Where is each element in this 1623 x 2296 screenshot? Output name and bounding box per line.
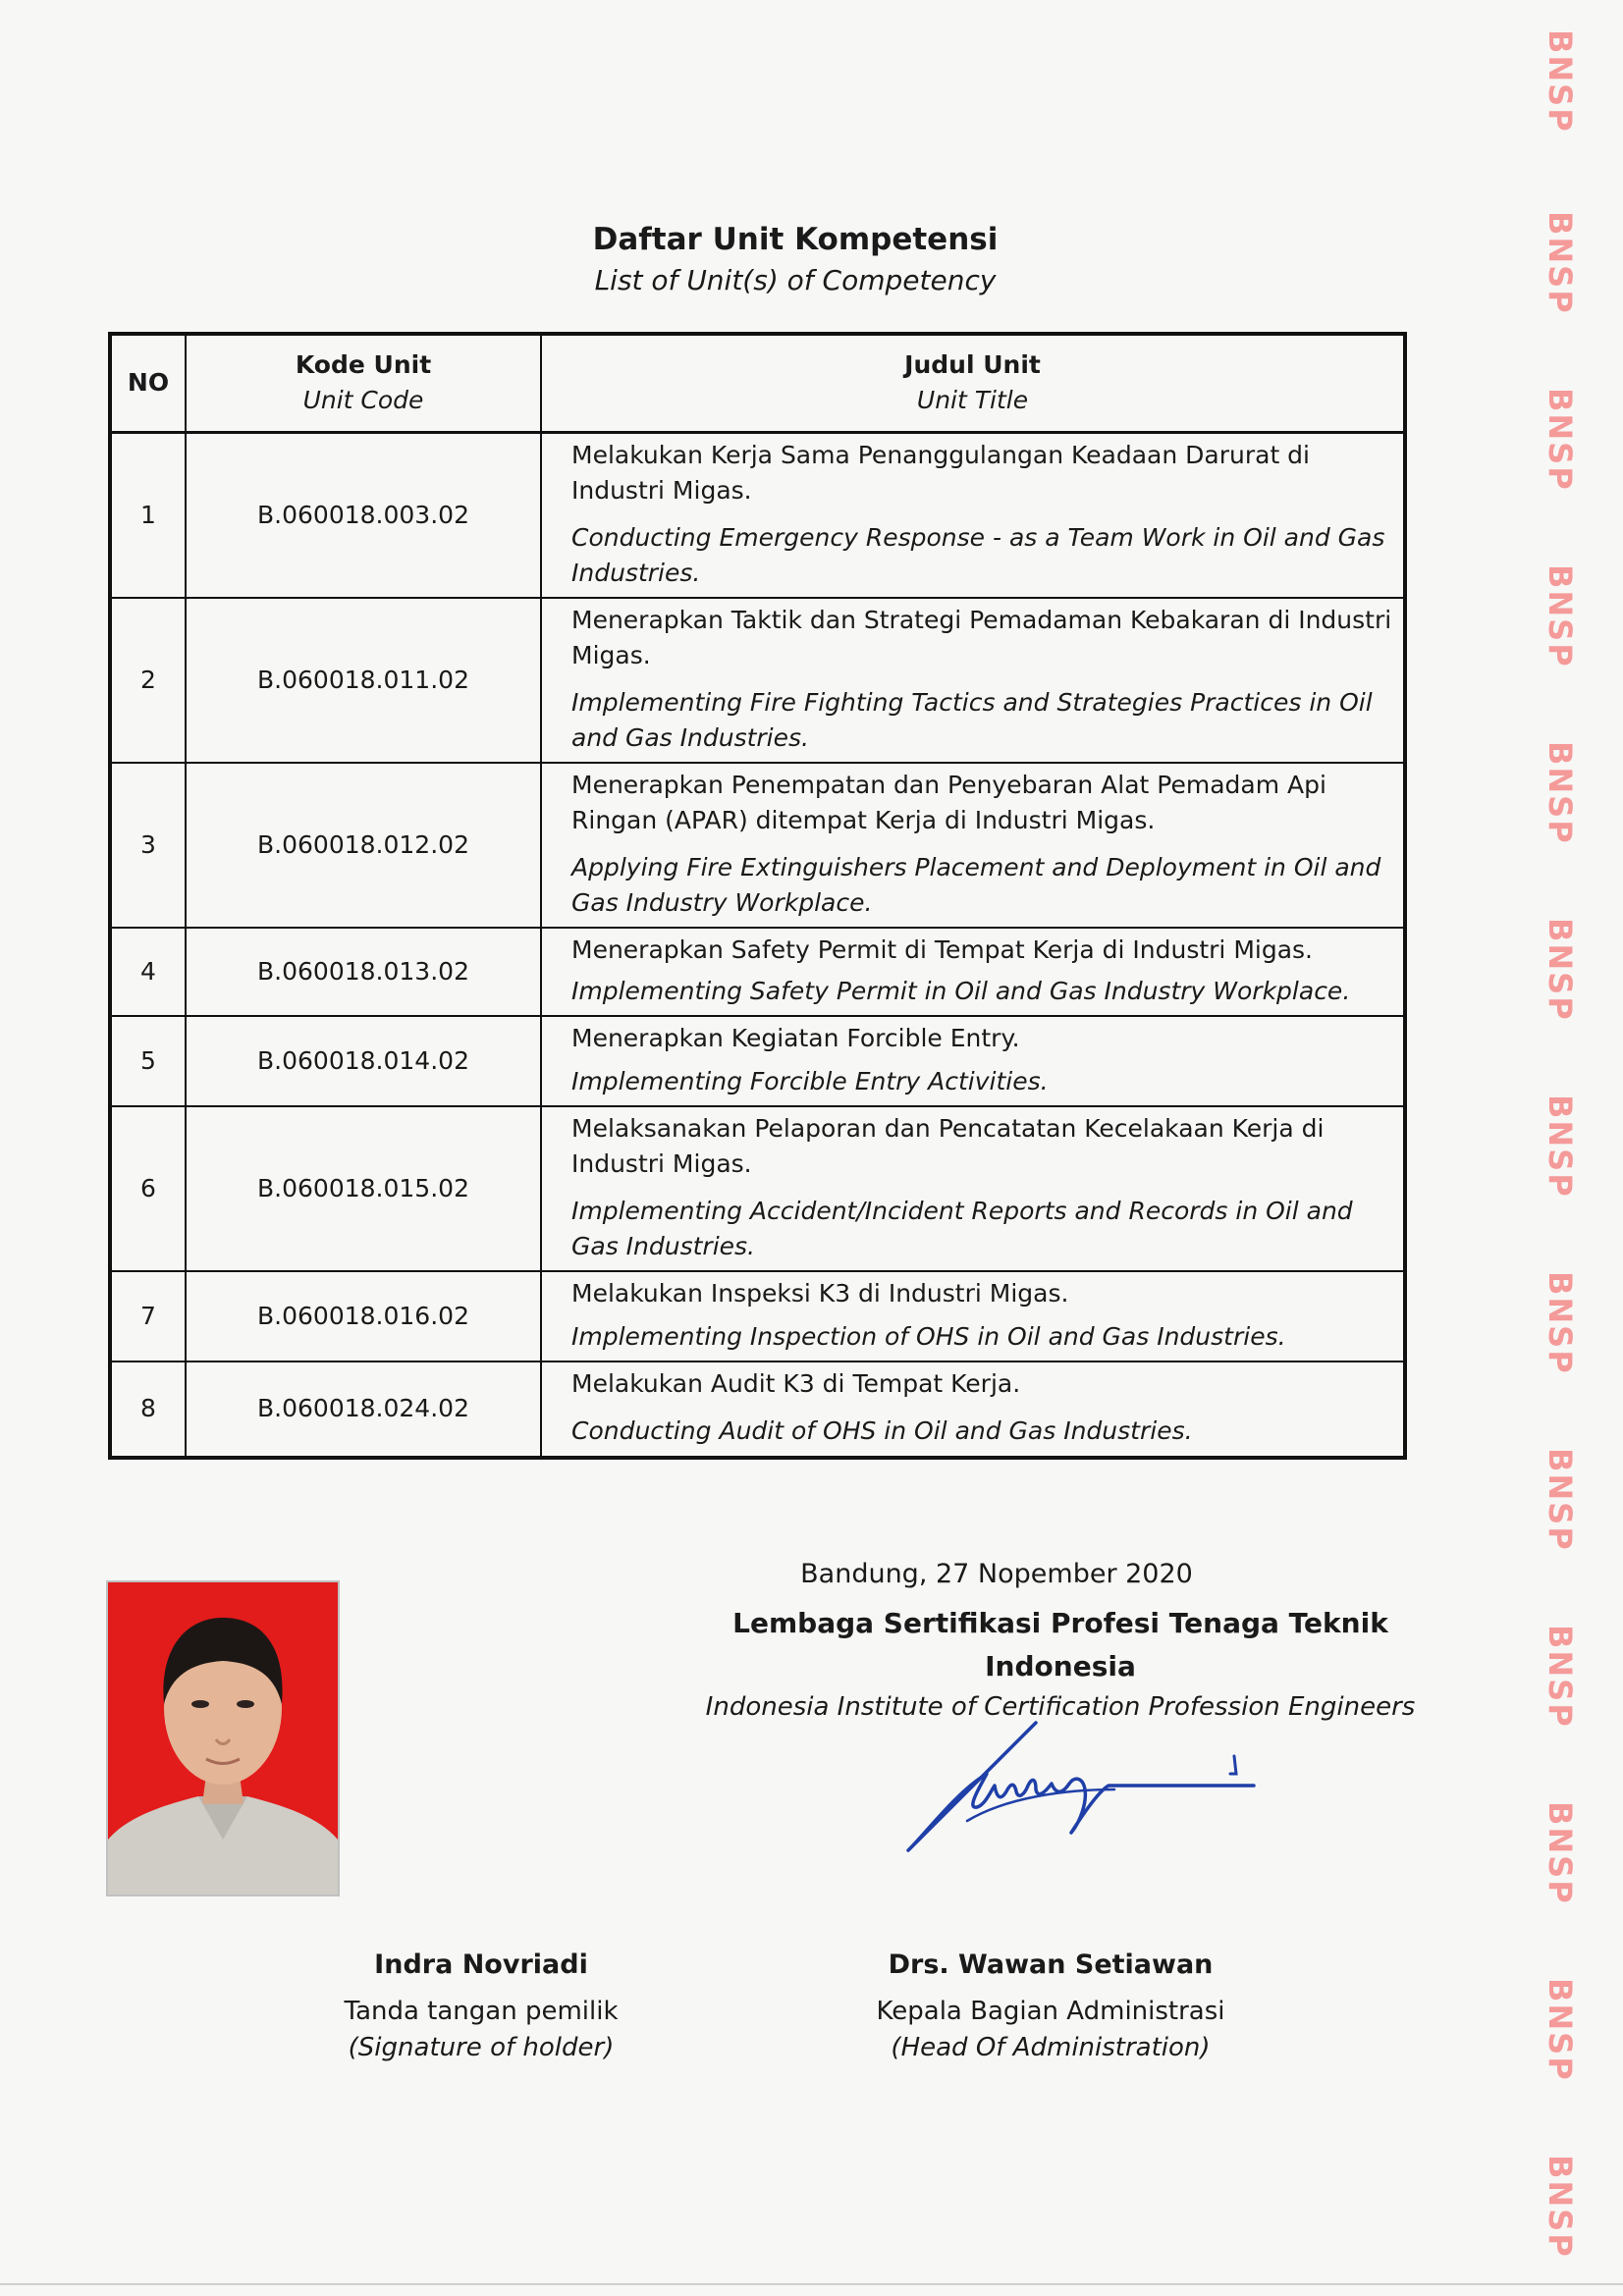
unit-title-en: Implementing Fire Fighting Tactics and Strategies Practices in Oil and Gas Industries. — [571, 687, 1373, 752]
unit-title-id: Melakukan Kerja Sama Penanggulangan Keadaan Darurat di Industri Migas. — [571, 440, 1311, 505]
issuer-organization-en: Indonesia Institute of Certification Profession Engineers — [705, 1692, 1416, 1722]
document-title: Daftar Unit Kompetensi — [592, 222, 999, 257]
row-unit-code: B.060018.024.02 — [186, 1362, 541, 1458]
holder-role: Tanda tangan pemilik — [344, 1997, 619, 2026]
table-row — [110, 1106, 1405, 1271]
row-no: 5 — [110, 1016, 186, 1106]
holder-signature-block — [295, 1944, 668, 2065]
row-no: 2 — [110, 598, 186, 763]
unit-title-en: Implementing Inspection of OHS in Oil and Gas Industries. — [571, 1321, 1286, 1351]
unit-title-id: Menerapkan Taktik dan Strategi Pemadaman Kebakaran di Industri Migas. — [571, 605, 1392, 669]
unit-title-en: Implementing Accident/Incident Reports and Records in Oil and Gas Industries. — [571, 1196, 1353, 1260]
table-row — [110, 432, 1405, 598]
official-signature — [889, 1713, 1262, 1860]
unit-title-en: Conducting Emergency Response - as a Team Work in Oil and Gas Industries. — [571, 522, 1385, 587]
header-unit-title-en: Unit Title — [916, 386, 1029, 415]
issuer-organization: Lembaga Sertifikasi Profesi Tenaga Teknik Indonesia — [732, 1607, 1388, 1682]
bnsp-watermark: BNSP — [1542, 918, 1579, 1022]
unit-title-id: Melakukan Audit K3 di Tempat Kerja. — [571, 1369, 1021, 1398]
table-row — [110, 1271, 1405, 1362]
row-unit-title — [541, 763, 1405, 928]
row-unit-title — [541, 598, 1405, 763]
bnsp-watermark: BNSP — [1542, 211, 1579, 315]
unit-title-id: Menerapkan Kegiatan Forcible Entry. — [571, 1023, 1020, 1052]
issuer-block — [677, 1555, 1443, 1726]
row-no: 6 — [110, 1106, 186, 1271]
header-no: NO — [110, 334, 186, 432]
row-unit-code: B.060018.011.02 — [186, 598, 541, 763]
header-unit-title-id: Judul Unit — [904, 350, 1041, 380]
unit-title-id: Melakukan Inspeksi K3 di Industri Migas. — [571, 1278, 1069, 1308]
row-unit-title — [541, 1106, 1405, 1271]
row-unit-code: B.060018.016.02 — [186, 1271, 541, 1362]
unit-title-id: Melaksanakan Pelaporan dan Pencatatan Kecelakaan Kerja di Industri Migas. — [571, 1113, 1325, 1178]
document-title-block — [550, 218, 1041, 300]
row-unit-code: B.060018.012.02 — [186, 763, 541, 928]
bnsp-watermark: BNSP — [1542, 564, 1579, 668]
bnsp-watermark: BNSP — [1542, 1095, 1579, 1199]
unit-title-en: Implementing Safety Permit in Oil and Gas Industry Workplace. — [571, 976, 1351, 1005]
bnsp-watermark: BNSP — [1542, 2155, 1579, 2259]
row-no: 3 — [110, 763, 186, 928]
table-body — [110, 432, 1405, 1458]
unit-title-id: Menerapkan Penempatan dan Penyebaran Alat Pemadam Api Ringan (APAR) ditempat Kerja di Industri Migas. — [571, 770, 1326, 834]
row-unit-title — [541, 1362, 1405, 1458]
table-row — [110, 763, 1405, 928]
holder-name: Indra Novriadi — [374, 1949, 588, 1980]
unit-title-en: Conducting Audit of OHS in Oil and Gas Industries. — [571, 1416, 1193, 1445]
official-role: Kepala Bagian Administrasi — [876, 1997, 1225, 2026]
header-unit-code-id: Kode Unit — [295, 350, 432, 380]
table-header — [110, 334, 1405, 432]
holder-portrait-illustration — [108, 1582, 338, 1895]
bnsp-watermark: BNSP — [1542, 1448, 1579, 1552]
bnsp-watermark: BNSP — [1542, 741, 1579, 845]
holder-role-en: (Signature of holder) — [348, 2033, 615, 2062]
official-name: Drs. Wawan Setiawan — [888, 1949, 1214, 1980]
bnsp-watermark: BNSP — [1542, 1625, 1579, 1729]
row-unit-code: B.060018.013.02 — [186, 928, 541, 1016]
bnsp-watermark: BNSP — [1542, 1978, 1579, 2082]
bnsp-watermark: BNSP — [1542, 1801, 1579, 1905]
table-row — [110, 598, 1405, 763]
scan-edge-divider — [0, 2283, 1623, 2285]
row-no: 8 — [110, 1362, 186, 1458]
place-date: Bandung, 27 Nopember 2020 — [800, 1559, 1193, 1589]
header-unit-code — [186, 334, 541, 432]
unit-title-en: Applying Fire Extinguishers Placement and Deployment in Oil and Gas Industry Workplace. — [571, 852, 1381, 917]
row-unit-title — [541, 1016, 1405, 1106]
row-unit-title — [541, 432, 1405, 598]
bnsp-watermark: BNSP — [1542, 29, 1579, 133]
bnsp-watermark: BNSP — [1542, 388, 1579, 492]
row-no: 7 — [110, 1271, 186, 1362]
row-unit-title — [541, 928, 1405, 1016]
row-unit-title — [541, 1271, 1405, 1362]
bnsp-watermark: BNSP — [1542, 1271, 1579, 1375]
row-unit-code: B.060018.015.02 — [186, 1106, 541, 1271]
table-row — [110, 1016, 1405, 1106]
row-unit-code: B.060018.014.02 — [186, 1016, 541, 1106]
competency-units-table — [108, 332, 1407, 1460]
header-unit-code-en: Unit Code — [302, 386, 424, 415]
row-no: 4 — [110, 928, 186, 1016]
table-row — [110, 1362, 1405, 1458]
holder-photo — [106, 1580, 340, 1896]
table-row — [110, 928, 1405, 1016]
unit-title-en: Implementing Forcible Entry Activities. — [571, 1066, 1049, 1095]
bnsp-watermark-column — [1520, 29, 1579, 2259]
document-subtitle: List of Unit(s) of Competency — [594, 264, 997, 296]
header-unit-title — [541, 334, 1405, 432]
unit-title-id: Menerapkan Safety Permit di Tempat Kerja di Industri Migas. — [571, 934, 1314, 964]
official-signature-block — [815, 1944, 1286, 2065]
official-role-en: (Head Of Administration) — [891, 2033, 1211, 2062]
row-no: 1 — [110, 432, 186, 598]
row-unit-code: B.060018.003.02 — [186, 432, 541, 598]
